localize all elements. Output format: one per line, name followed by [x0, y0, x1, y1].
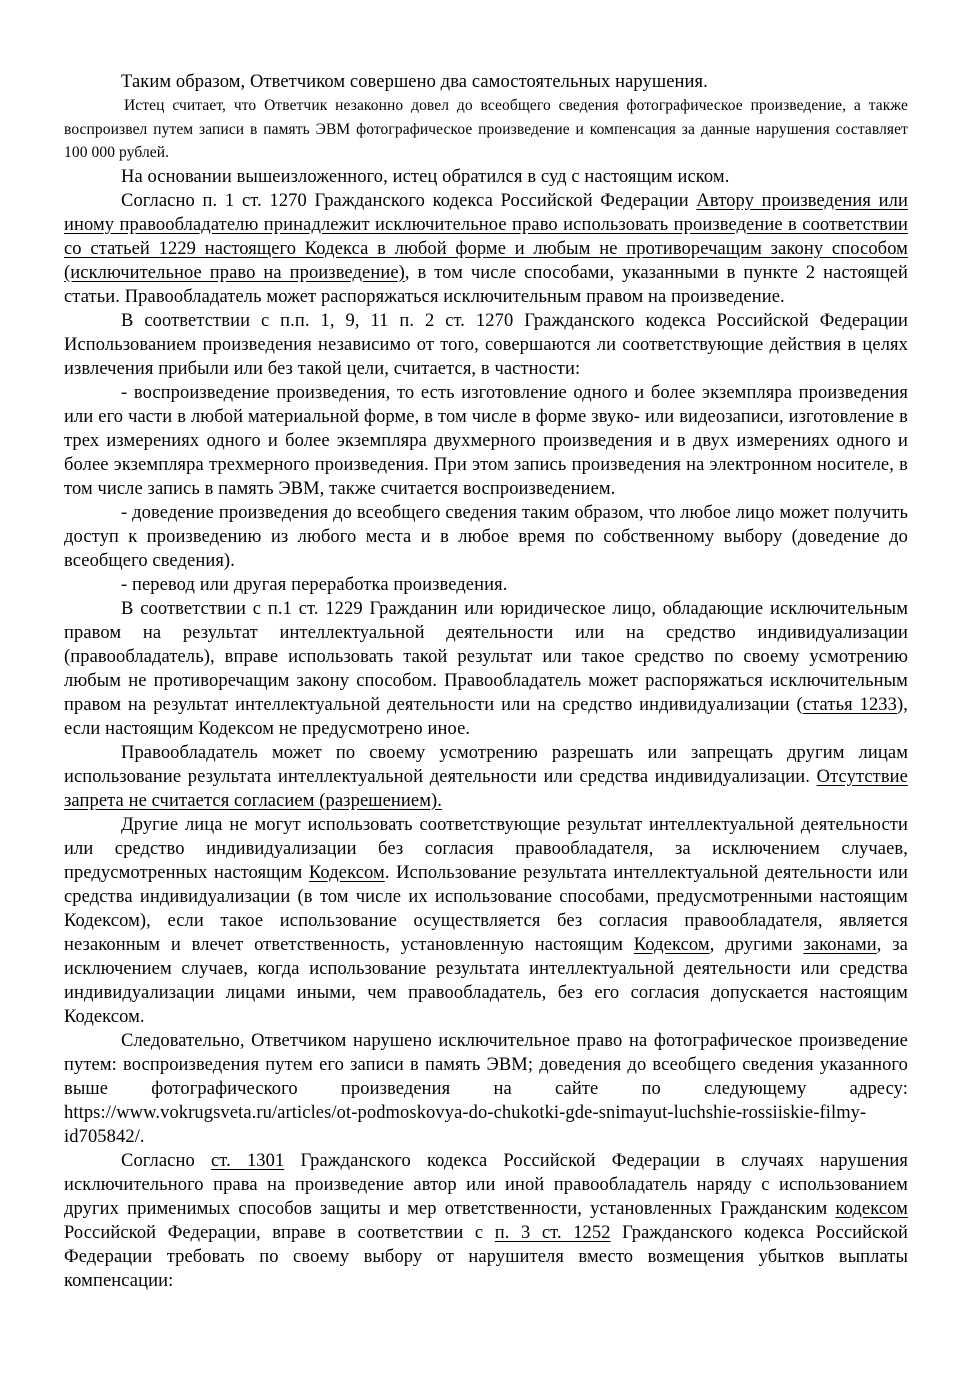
- text-run: Истец считает, что Ответчик незаконно довел до всеобщего сведения фотографическое произведение, а также воспроизвел путем записи в память ЭВМ фотографическое произведение и компенсация за данные нарушения составляет 100 000 рублей.: [64, 97, 908, 161]
- underlined-text-run: Кодексом: [633, 934, 710, 955]
- text-run: Согласно: [121, 1150, 211, 1171]
- underlined-text-run: Отсутствие запрета не считается согласием (разрешением).: [64, 766, 908, 811]
- text-run: - перевод или другая переработка произведения.: [121, 574, 508, 595]
- underlined-text-run: ст. 1301: [210, 1150, 285, 1171]
- text-run: , другими: [709, 934, 804, 955]
- underlined-text-run: кодексом: [835, 1198, 908, 1219]
- paragraph: [64, 189, 908, 309]
- paragraph: [64, 573, 908, 597]
- text-run: - воспроизведение произведения, то есть изготовление одного и более экземпляра произведения или его части в любой материальной форме, в том числе в форме звуко- или видеозаписи, изготовление в трех измерениях одного и более экземпляра двухмерного произведения и в двух измерениях одного и более экземпляра трехмерного произведения. При этом запись произведения на электронном носителе, в том числе запись в память ЭВМ, также считается воспроизведением.: [64, 382, 908, 499]
- paragraph: [64, 597, 908, 741]
- text-run: В соответствии с п.1 ст. 1229 Гражданин или юридическое лицо, обладающие исключительным правом на результат интеллектуальной деятельности или на средство индивидуализации (правообладатель), вправе использовать такой результат или такое средство по своему усмотрению любым не противоречащим закону способом. Правообладатель может распоряжаться исключительным правом на результат интеллектуальной деятельности или на средство индивидуализации (: [64, 598, 908, 715]
- text-run: . Использование результата интеллектуальной деятельности или средства индивидуализации (в том числе их использование способами, предусмотренными настоящим Кодексом), если такое использование осуществляется без согласия правообладателя, является незаконным и влечет ответственность, установленную настоящим: [64, 862, 909, 955]
- paragraph: [64, 813, 908, 1029]
- underlined-text-run: законами: [803, 934, 877, 955]
- underlined-text-run: Кодексом: [308, 862, 385, 883]
- document-text: [64, 70, 908, 1293]
- text-run: Таким образом, Ответчиком совершено два самостоятельных нарушения.: [121, 72, 708, 92]
- paragraph: [64, 165, 908, 189]
- text-run: Гражданского кодекса Российской Федерации в случаях нарушения исключительного права на произведение автор или иной правообладатель наряду с использованием других применимых способов защиты и мер ответственности, установленных Гражданским: [64, 1150, 908, 1219]
- paragraph: [64, 1149, 908, 1293]
- text-run: Согласно п. 1 ст. 1270 Гражданского кодекса Российской Федерации: [121, 190, 697, 211]
- paragraph: [64, 1029, 908, 1149]
- text-run: , в том числе способами, указанными в пункте 2 настоящей статьи. Правообладатель может распоряжаться исключительным правом на произведение.: [64, 262, 908, 307]
- paragraph: [64, 309, 908, 381]
- text-run: - доведение произведения до всеобщего сведения таким образом, что любое лицо может получить доступ к произведению из любого места и в любое время по собственному выбору (доведение до всеобщего сведения).: [64, 502, 908, 571]
- paragraph: [64, 501, 908, 573]
- text-run: Гражданского кодекса Российской Федерации требовать по своему выбору от нарушителя вместо возмещения убытков выплаты компенсации:: [64, 1222, 908, 1291]
- underlined-text-run: Автору произведения или иному правообладателю принадлежит исключительное право использовать произведение в соответствии со статьей 1229 настоящего Кодекса в любой форме и любым не противоречащим закону способом (исключительное право на произведение): [64, 190, 909, 283]
- text-run: Следовательно, Ответчиком нарушено исключительное право на фотографическое произведение путем: воспроизведения путем его записи в память ЭВМ; доведения до всеобщего сведения указанного выше фотографического произведения на сайте по следующему адресу: https://www.vokrugsveta.ru/articles/ot-podmoskovya-do-chukotki-gde-snimayut-luchshie-rossiiskie-filmy-id705842/.: [64, 1030, 908, 1147]
- paragraph: [64, 94, 908, 165]
- text-run: ), если настоящим Кодексом не предусмотрено иное.: [64, 694, 908, 739]
- paragraph: [64, 381, 908, 501]
- underlined-text-run: статья 1233: [802, 694, 897, 715]
- text-run: На основании вышеизложенного, истец обратился в суд с настоящим иском.: [121, 166, 730, 187]
- text-run: , за исключением случаев, когда использование результата интеллектуальной деятельности или средства индивидуализации лицами иными, чем правообладатель, без его согласия допускается настоящим Кодексом.: [64, 934, 908, 1027]
- text-run: В соответствии с п.п. 1, 9, 11 п. 2 ст. 1270 Гражданского кодекса Российской Федерации Использованием произведения независимо от того, совершаются ли соответствующие действия в целях извлечения прибыли или без такой цели, считается, в частности:: [64, 310, 908, 379]
- text-run: Другие лица не могут использовать соответствующие результат интеллектуальной деятельности или средство индивидуализации без согласия правообладателя, за исключением случаев, предусмотренных настоящим: [64, 814, 908, 883]
- paragraph: [64, 741, 908, 813]
- underlined-text-run: п. 3 ст. 1252: [494, 1222, 611, 1243]
- paragraph: [64, 70, 908, 94]
- text-run: Правообладатель может по своему усмотрению разрешать или запрещать другим лицам использование результата интеллектуальной деятельности или средства индивидуализации.: [64, 742, 908, 787]
- text-run: Российской Федерации, вправе в соответствии с: [64, 1222, 495, 1243]
